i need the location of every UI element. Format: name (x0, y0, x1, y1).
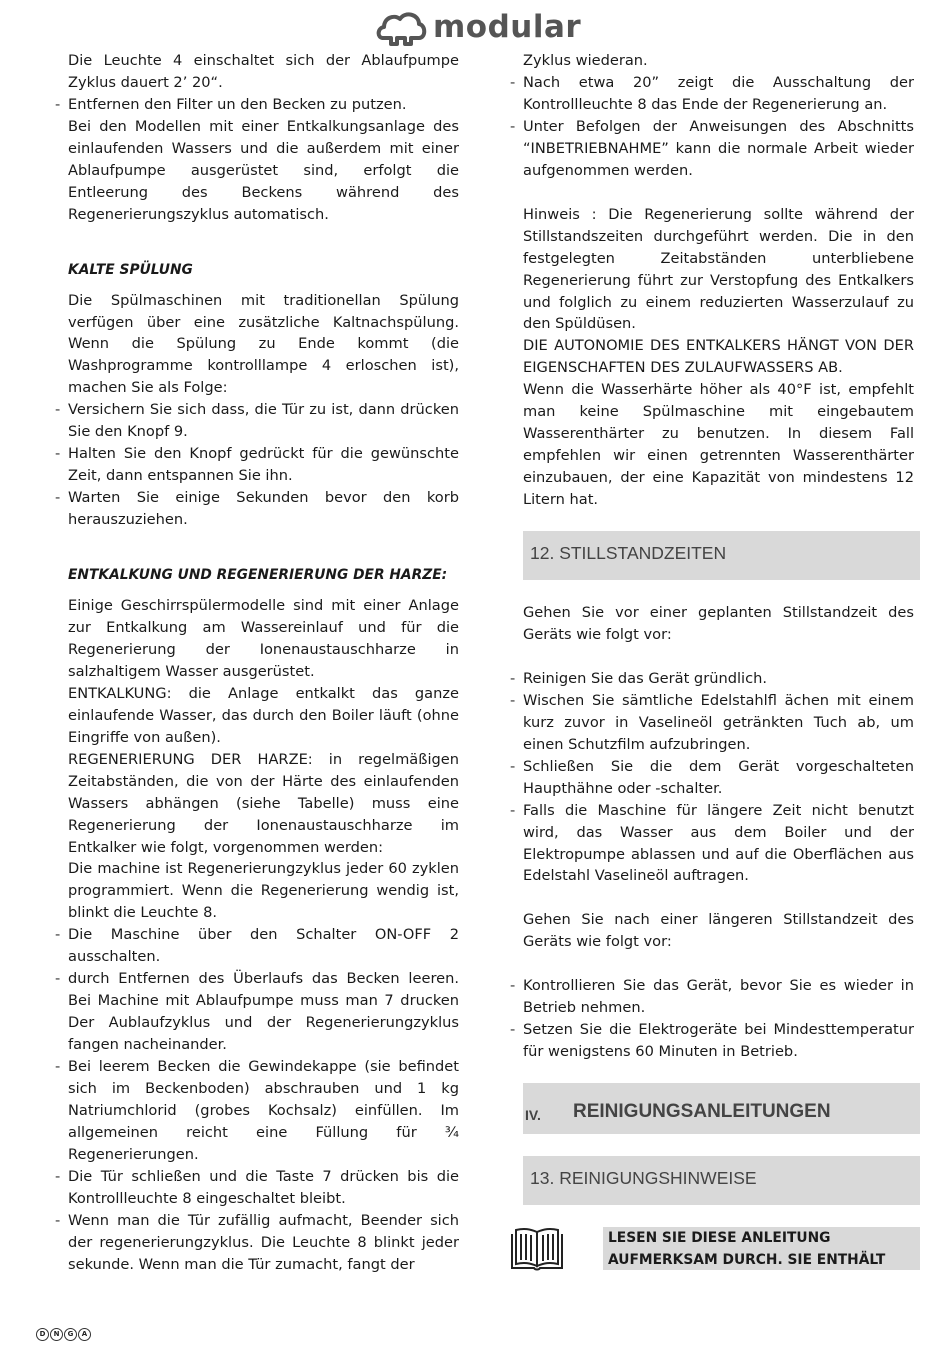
list-item-text: Reinigen Sie das Gerät gründlich. (523, 669, 767, 687)
brand-name: modular (433, 9, 582, 45)
list-item: - Schließen Sie die dem Gerät vorgeschalteten Haupthähne oder -schalter. (510, 757, 914, 797)
section-title: 12. STILLSTANDZEITEN (530, 543, 727, 563)
list-item-text: Die Tür schließen und die Taste 7 drücken bis die Kontrollleuchte 8 eingeschaltet bleibt. (68, 1167, 459, 1207)
paragraph: Zyklus wiederan. (523, 52, 648, 69)
footer-mark: N (50, 1328, 63, 1341)
paragraph: Bei den Modellen mit einer Entkalkungsanlage des einlaufenden Wassers und die außerdem mit einer Ablaufpumpe ausgerüstet sind, erfolgt die Entleerung des Beckens während des Regenerierungszyklus automatisch. (68, 117, 459, 223)
list-item-text: Unter Befolgen der Anweisungen des Abschnitts “INBETRIEBNAHME” kann die normale Arbeit wieder aufgenommen werden. (523, 117, 914, 179)
list-item: - Entfernen den Filter un den Becken zu putzen. (55, 95, 407, 113)
paragraph: Gehen Sie vor einer geplanten Stillstandzeit des Geräts wie folgt vor: (523, 604, 914, 643)
list-item: - Die Tür schließen und die Taste 7 drücken bis die Kontrollleuchte 8 eingeschaltet bleibt. (55, 1167, 459, 1207)
footer-marks (36, 1328, 91, 1341)
list-item-text: Versichern Sie sich dass, die Tür zu ist, dann drücken Sie den Knopf 9. (68, 401, 459, 441)
list-item: - Halten Sie den Knopf gedrückt für die gewünschte Zeit, dann entspannen Sie ihn. (55, 445, 459, 485)
list-item: - Kontrollieren Sie das Gerät, bevor Sie es wieder in Betrieb nehmen. (510, 977, 914, 1017)
footer-mark: G (64, 1328, 77, 1341)
list-item: - Warten Sie einige Sekunden bevor den korb herauszuziehen. (55, 489, 459, 529)
part-heading-iv (523, 1083, 920, 1134)
list-item-text: Bei leerem Becken die Gewindekappe (sie befindet sich im Beckenboden) abschrauben und 1 kg Natriumchlorid (grobes Kochsalz) einfüllen. Im allgemeinen reicht eine Füllung für ¾ Regenerierungen. (68, 1058, 459, 1163)
heading-entkalkung: ENTKALKUNG UND REGENERIERUNG DER HARZE: (68, 567, 448, 584)
list-item-text: Falls die Maschine für längere Zeit nicht benutzt wird, das Wasser aus dem Boiler und der Elektropumpe ablassen und auf die Oberflächen aus Edelstahl Vaselineöl auftragen. (523, 801, 914, 885)
list-item-text: durch Entfernen des Überlaufs das Becken leeren. Bei Machine mit Ablaufpumpe muss man 7 drucken Der Aublaufzyklus und der Regenerierungzyklus fangen nacheinander. (68, 970, 459, 1054)
brand-logo (375, 6, 581, 48)
part-number: IV. (525, 1107, 541, 1123)
paragraph: Die Spülmaschinen mit traditionellan Spülung verfügen über eine zusätzliche Kaltnachspülung. Wenn die Spülung zu Ende kommt (die Washprogramme kontrolllampe 4 erloschen ist), machen Sie als Folge: (68, 291, 459, 397)
paragraph: DIE AUTONOMIE DES ENTKALKERS HÄNGT VON DER EIGENSCHAFTEN DES ZULAUFWASSERS AB. (523, 337, 914, 377)
list-item-text: Wischen Sie sämtliche Edelstahlfl ächen mit einem kurz zuvor in Vaselineöl getränkten Tuch ab, um einen Schutzfilm aufzubringen. (523, 691, 914, 753)
heading-kalte-spuelung: KALTE SPÜLUNG (68, 261, 193, 278)
list-item-text: Setzen Sie die Elektrogeräte bei Mindesttemperatur für wenigstens 60 Minuten in Betrieb. (523, 1021, 914, 1061)
list-item: - Nach etwa 20” zeigt die Ausschaltung der Kontrollleuchte 8 das Ende der Regenerierung an. (510, 73, 914, 113)
list-item: - Setzen Sie die Elektrogeräte bei Mindesttemperatur für wenigstens 60 Minuten in Betrieb. (510, 1021, 914, 1061)
list-item: - Unter Befolgen der Anweisungen des Abschnitts “INBETRIEBNAHME” kann die normale Arbeit wieder aufgenommen werden. (510, 117, 914, 179)
list-item-text: Halten Sie den Knopf gedrückt für die gewünschte Zeit, dann entspannen Sie ihn. (68, 445, 459, 485)
paragraph: REGENERIERUNG DER HARZE: in regelmäßigen Zeitabständen, die von der Härte des einlaufenden Wassers abhängen (siehe Tabelle) muss eine Regenerierung der Ionenaustauschharze im Entkalker wie folgt, vorgenommen werden: (68, 750, 459, 856)
notice-text: LESEN SIE DIESE ANLEITUNG AUFMERKSAM DURCH. SIE ENTHÄLT (608, 1230, 886, 1268)
part-title: REINIGUNGSANLEITUNGEN (573, 1101, 831, 1122)
paragraph: Einige Geschirrspülermodelle sind mit einer Anlage zur Entkalkung am Wassereinlauf und für die Regenerierung der Ionenaustauschharze in salzhaltigem Wasser ausgerüstet. (68, 597, 459, 680)
list-item: - Wischen Sie sämtliche Edelstahlfl ächen mit einem kurz zuvor in Vaselineöl getränkten Tuch ab, um einen Schutzfilm aufzubringen. (510, 691, 914, 753)
list-item: - Wenn man die Tür zufällig aufmacht, Beender sich der regenerierungzyklus. Die Leuchte 8 blinkt jeder sekunde. Wenn man die Tür zumacht, fangt der (55, 1211, 459, 1273)
list-item-text: Schließen Sie die dem Gerät vorgeschalteten Haupthähne oder -schalter. (523, 757, 914, 797)
cloud-mark-icon (375, 8, 427, 46)
notice-box (603, 1227, 920, 1270)
list-item: - Versichern Sie sich dass, die Tür zu ist, dann drücken Sie den Knopf 9. (55, 401, 459, 441)
section-heading-13 (523, 1156, 920, 1205)
list-item-text: Die Maschine über den Schalter ON-OFF 2 ausschalten. (68, 926, 459, 966)
paragraph: Gehen Sie nach einer längeren Stillstandzeit des Geräts wie folgt vor: (523, 911, 914, 951)
footer-mark: D (36, 1328, 49, 1341)
open-book-icon (510, 1226, 564, 1276)
list-item-text: Wenn man die Tür zufällig aufmacht, Beender sich der regenerierungzyklus. Die Leuchte 8 blinkt jeder sekunde. Wenn man die Tür zumacht, fangt der (68, 1211, 459, 1273)
list-item: - Bei leerem Becken die Gewindekappe (sie befindet sich im Beckenboden) abschrauben und 1 kg Natriumchlorid (grobes Kochsalz) einfüllen. Im allgemeinen reicht eine Füllung für ¾ Regenerierungen. (55, 1058, 459, 1163)
paragraph: Die machine ist Regenerierungzyklus jeder 60 zyklen programmiert. Wenn die Regenerierung wendig ist, blinkt die Leuchte 8. (68, 860, 459, 922)
footer-mark: A (78, 1328, 91, 1341)
paragraph: Die Leuchte 4 einschaltet sich der Ablaufpumpe Zyklus dauert 2’ 20“. (68, 52, 459, 91)
right-column-top (510, 50, 914, 511)
section-heading-12 (523, 531, 920, 580)
right-column-middle (510, 602, 914, 1063)
list-item: - Reinigen Sie das Gerät gründlich. (510, 669, 767, 687)
paragraph: Hinweis : Die Regenerierung sollte während der Stillstandszeiten durchgeführt werden. Die in den festgelegten Zeitabständen unterbliebene Regenerierung führt zur Verstopfung des Entkalkers und folglich zu einem reduzierten Wasserzulauf zu den Spüldüsen. (523, 205, 914, 333)
list-item: - Die Maschine über den Schalter ON-OFF 2 ausschalten. (55, 926, 459, 966)
list-item-text: Entfernen den Filter un den Becken zu putzen. (68, 95, 407, 113)
list-item-text: Kontrollieren Sie das Gerät, bevor Sie es wieder in Betrieb nehmen. (523, 977, 914, 1017)
list-item: - durch Entfernen des Überlaufs das Becken leeren. Bei Machine mit Ablaufpumpe muss man 7 drucken Der Aublaufzyklus und der Regenerierungzyklus fangen nacheinander. (55, 970, 459, 1054)
paragraph: ENTKALKUNG: die Anlage entkalkt das ganze einlaufende Wasser, das durch den Boiler läuft (ohne Eingriffe von außen). (68, 684, 459, 746)
paragraph: Wenn die Wasserhärte höher als 40°F ist, empfehlt man keine Spülmaschine mit eingebautem Wasserenthärter zu benutzen. In diesem Fall empfehlen wir einen getrennten Wasserenthärter einzubauen, der eine Kapazität von mindestens 12 Litern hat. (523, 381, 914, 509)
left-column (55, 50, 459, 1276)
list-item-text: Nach etwa 20” zeigt die Ausschaltung der Kontrollleuchte 8 das Ende der Regenerierung an. (523, 73, 914, 113)
list-item: - Falls die Maschine für längere Zeit nicht benutzt wird, das Wasser aus dem Boiler und der Elektropumpe ablassen und auf die Oberflächen aus Edelstahl Vaselineöl auftragen. (510, 801, 914, 885)
section-title: 13. REINIGUNGSHINWEISE (530, 1168, 757, 1188)
list-item-text: Warten Sie einige Sekunden bevor den korb herauszuziehen. (68, 489, 459, 529)
